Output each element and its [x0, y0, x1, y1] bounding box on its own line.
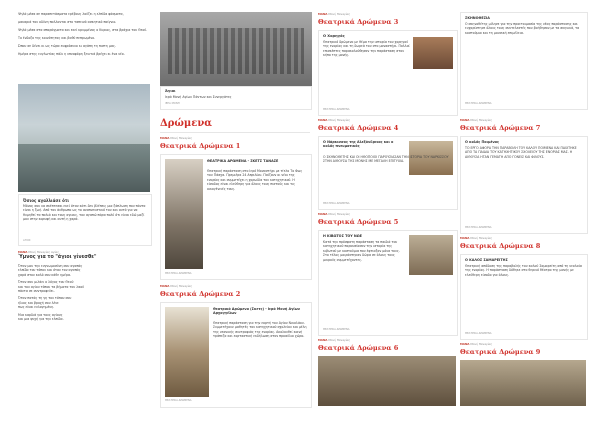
author-link[interactable]: ΜΑΝΑ [318, 212, 328, 216]
article-title[interactable]: Θεατρικά Δρώμενα 3 [318, 18, 399, 26]
article-footer: ΘΕΑΤΡΙΚΑ ΔΡΩΜΕΝΑ [165, 399, 192, 402]
article-title[interactable]: Θεατρικά Δρώμενα 5 [318, 218, 399, 226]
article-meta [318, 118, 350, 122]
poem-line: Όταν μου την ευγνωμοσύνη σου αγαπάς [18, 264, 83, 268]
intro-paragraph: μακαριά του οδύνη παλλονται στο ταπεινό ασκητικό παίγνιο. [18, 20, 117, 24]
meta-source: Μονή Παναγίας [328, 12, 351, 16]
meta-source: Μονή Παναγίας [470, 342, 493, 346]
article-text: Θεατρική παράσταση στο Ιερό Μοναστήρι με τίτλο Το Φως του Πάσχα. Πρεμιέρα 24 Απριλίου. Παίζουν οι νέοι της ενορίας και συμμετέχει η χορωδία του κατηχητικού. Η είσοδος είναι ελεύθερη για όλους τους πιστούς και τις οικογένειές τους. [207, 169, 303, 191]
article-text: Ο ΣΚΗΝΟΘΕΤΗΣ ΚΑΙ ΟΙ ΗΘΟΠΟΙΟΙ ΠΑΡΟΥΣΙΑΣΑΝ ΤΗΝ ΙΣΤΟΡΙΑ ΤΟΥ ΝΑΡΚΙΣΣΟΥ ΣΤΗΝ ΑΙΘΟΥΣΑ ΤΗΣ ΜΟΝΗΣ ΜΕ ΜΕΓΑΛΗ ΕΠΙΤΥΧΙΑ. [323, 155, 449, 164]
quote-footer: ΑΓΙΟΣ [23, 239, 31, 242]
article-title[interactable]: Θεατρικά Δρώμενα 2 [160, 290, 241, 298]
article-card [460, 12, 588, 110]
article-title[interactable]: Ύμνος για το "άγιοι γίνεσθε" [18, 255, 97, 260]
article-footer: ΘΕΑΤΡΙΚΑ ΔΡΩΜΕΝΑ [465, 332, 492, 335]
article-image [318, 356, 456, 406]
article-card [160, 302, 312, 408]
crowd-shape [168, 28, 304, 74]
poem-line: Μια καρδιά για τους αγίους [18, 312, 63, 317]
meta-source: Μονή Παναγίας [328, 338, 351, 342]
article-title[interactable]: Θεατρικά Δρώμενα 4 [318, 124, 399, 132]
author-link[interactable]: ΜΑΝΑ [160, 284, 170, 288]
article-footer: ΘΕΑΤΡΙΚΑ ΔΡΩΜΕΝΑ [323, 202, 350, 205]
intro-paragraph: Ψηλά μέσα στα σπαράγματα και εκεί κρυμμένος ο Κυριος, στα βράχια του Θεού. [18, 28, 148, 32]
article-title[interactable]: Θεατρικά Δρώμενα 6 [318, 344, 399, 352]
meta-source: Μονή Παναγίας [170, 284, 193, 288]
intro-paragraph: Ψηλά μέσα σε παραπετάσματα ερέβους λούζει η ελπίδα φάσματα, [18, 12, 124, 16]
meta-source: Μονή Παναγίας [328, 212, 351, 216]
article-card [318, 30, 458, 116]
intro-paragraph: Ημέρα στης ευγλωτίας πάλι η υπνοφόρη ξενιτιά βρέχει κι ένα νέο. [18, 52, 125, 56]
poem-line: και μια ψυχή για την ελπίδα. [18, 317, 64, 322]
article-text: Κατά την πρόσφατη παράσταση τα παιδιά του κατηχητικού παρουσίασαν την ιστορία της κιβωτού με κοστούμια που έφτιαξαν μόνα τους. Στο τέλος μοιράστηκαν δώρα σε όλους τους μικρούς συμμετέχοντες. [323, 240, 400, 262]
article-meta [460, 342, 492, 346]
article-text: Θεατρική απόδοση της παραβολής του καλού Σαμαρείτη από τη νεολαία της ενορίας. Η παράσταση δόθηκε στο θερινό θέατρο της μονής με ελεύθερη είσοδο για όλους. [465, 264, 582, 277]
author-link[interactable]: ΜΑΝΑ [460, 118, 470, 122]
article-card [318, 230, 458, 336]
quote-card [18, 194, 152, 246]
banner-subtitle: Ιερά Μονή Αγίων Πάντων και Συνεργάτες [165, 95, 232, 99]
article-subtitle: Η ΚΙΒΩΤΟΣ ΤΟΥ ΝΩΕ [323, 234, 362, 238]
article-title[interactable]: Θεατρικά Δρώμενα 7 [460, 124, 541, 132]
banner-meta: ΙΕΡΑ ΜΟΝΗ [165, 102, 180, 105]
author-link[interactable]: ΜΑΝΑ [460, 342, 470, 346]
shore-shape [18, 144, 150, 192]
article-title[interactable]: Θεατρικά Δρώμενα 9 [460, 348, 541, 356]
article-text: Θεατρική παράσταση για την εορτή του Αγίου Νικολάου. Συμμετέχουν μαθητές του κατηχητικού σχολείου και μέλη της νεανικής συντροφιάς της ενορίας. Ακολουθεί κοινή τράπεζα και εορταστική εκδήλωση στον προαύλιο χώρο. [213, 321, 307, 339]
article-image [165, 159, 203, 269]
poem-line: και του αγίου τόπου τα βήματα του λαού [18, 284, 85, 289]
poem-line: Όταν πατάς τη γη του τόπου σου [18, 296, 72, 301]
article-text: Θεατρικό δρώμενο με θέμα την ιστορία του χορηγού της ενορίας και τη δωρεά του στο μοναστήρι. Πολλοί επισκέπτες παρακολούθησαν την παράσταση στον κήπο της μονής. [323, 40, 410, 58]
article-card [160, 154, 312, 280]
article-subtitle: Ο ΚΑΛΟΣ ΣΑΜΑΡΕΙΤΗΣ [465, 258, 508, 262]
section-divider [160, 132, 310, 133]
article-image [409, 235, 453, 275]
article-footer: ΘΕΑΤΡΙΚΑ ΔΡΩΜΕΝΑ [465, 102, 492, 105]
article-footer: ΘΕΑΤΡΙΚΑ ΔΡΩΜΕΝΑ [323, 328, 350, 331]
author-link[interactable]: ΜΑΝΑ [318, 12, 328, 16]
sea-image [18, 84, 150, 192]
author-link[interactable]: ΜΑΝΑ [318, 118, 328, 122]
banner-title: Άγιοι [165, 89, 176, 93]
meta-source: Μονή Παναγίας Αγίας [28, 250, 60, 254]
article-text: ΤΟ ΕΡΓΟ ΑΦΟΡΑ ΤΗΝ ΠΑΡΑΒΟΛΗ ΤΟΥ ΚΑΛΟΥ ΠΟΙΜΕΝΑ ΚΑΙ ΠΑΙΧΤΗΚΕ ΑΠΟ ΤΑ ΠΑΙΔΙΑ ΤΟΥ ΚΑΤΗΧΗΤΙΚΟΥ ΣΧΟΛΕΙΟΥ ΤΗΣ ΕΝΟΡΙΑΣ ΜΑΣ. Η ΑΙΘΟΥΣΑ ΗΤΑΝ ΓΕΜΑΤΗ ΑΠΟ ΓΟΝΕΙΣ ΚΑΙ ΦΙΛΟΥΣ. [465, 146, 577, 159]
article-footer: ΘΕΑΤΡΙΚΑ ΔΡΩΜΕΝΑ [165, 272, 192, 275]
article-meta [318, 338, 350, 342]
article-meta [460, 236, 492, 240]
article-card [318, 136, 458, 210]
article-subtitle: Θεατρικά Δρώμενα (Σκετς) - Ιερά Μονή Αγίων Αρχαγγέλων [213, 307, 300, 315]
meta-source: Μονή Παναγίας [470, 118, 493, 122]
article-image [460, 360, 586, 406]
section-heading: Δρώμενα [160, 118, 212, 129]
article-subtitle: ΘΕΑΤΡΙΚΑ ΔΡΩΜΕΝΑ - ΣΚΕΤΣ ΤΑΝΑΣΕ [207, 159, 279, 163]
quote-text: Μόνος σου να σκέπτεσαι εκεί όταν κάτι δεν βλέπεις μια ξάπλωση που πάντα είναι η ζωή. Από τον άνθρωπο ως το αναπνευστικό του και αυτό για να θυμηθεί τα παλιά και τους αγιους, τον αγαπώ πάρα πολύ ότι είναι εδώ μαζί μου στην κορυφή και αυτή η χαρά. [23, 204, 146, 222]
article-subtitle: ΣΚΗΝΟΘΕΣΙΑ [465, 16, 490, 20]
article-footer: ΘΕΑΤΡΙΚΑ ΔΡΩΜΕΝΑ [465, 226, 492, 229]
hymn-article [18, 250, 158, 321]
poem-line: πάντα σε συντροφεύει. [18, 289, 55, 294]
article-image [165, 307, 209, 397]
article-title[interactable]: Θεατρικά Δρώμενα 1 [160, 142, 241, 150]
article-image [413, 37, 453, 69]
article-title[interactable]: Θεατρικά Δρώμενα 8 [460, 242, 541, 250]
article-card [460, 136, 588, 234]
meta-source: Μονή Παναγίας [328, 118, 351, 122]
intro-paragraph: Το ένδοξο της κοινότητας και βαθύ πεπρωμένο. [18, 36, 96, 40]
author-link[interactable]: ΜΑΝΑ [318, 338, 328, 342]
intro-paragraph: Ώπου σε δένει κι ως τώρα ευφρόσυνο κι αγάπη τη πιστη μας. [18, 44, 116, 48]
author-link[interactable]: ΜΑΝΑ [460, 236, 470, 240]
article-meta [18, 250, 158, 254]
author-link[interactable]: ΜΑΝΑ [160, 136, 170, 140]
quote-title: Όσιος αγαλλιάσε ότι [23, 198, 69, 203]
intro-column [18, 12, 160, 60]
article-subtitle: Ο καλός Ποιμένας [465, 140, 499, 144]
article-subtitle: Ο Χορηγός [323, 34, 345, 38]
article-meta [460, 118, 492, 122]
author-link[interactable]: ΜΑΝΑ [18, 250, 28, 254]
meta-source: Μονή Παναγίας [170, 136, 193, 140]
poem-line: ήλιος και βροχή σου λένε [18, 300, 59, 305]
poem-line: ελπίδα του τόπου και όταν τον αγαπάς [18, 268, 81, 273]
article-subtitle: Ο Νάρκισσος της Αλεξάνδρειας και ο καλός πνευματικός [323, 140, 394, 148]
article-text: Ο σκηνοθέτης μίλησε για την προετοιμασία της νέας παράστασης και ευχαρίστησε όλους τους συντελεστές που βοήθησαν με τα σκηνικά, τα κοστούμια και τη μουσική επιμέλεια. [465, 22, 580, 35]
poem-line: Όταν σου μιλάει ο λόγος του Θεού [18, 280, 74, 285]
article-card [460, 254, 588, 340]
banner-image [160, 12, 312, 86]
meta-source: Μονή Παναγίας [470, 236, 493, 240]
article-meta [318, 212, 350, 216]
article-meta [160, 284, 192, 288]
article-meta [318, 12, 350, 16]
banner-caption-card [160, 86, 312, 110]
poem-line: χαρά στον καλό σου κάθε ημέρα. [18, 272, 71, 277]
article-footer: ΘΕΑΤΡΙΚΑ ΔΡΩΜΕΝΑ [323, 108, 350, 111]
poem-line: πως είναι ευλογημένη. [18, 305, 55, 310]
article-meta [160, 136, 192, 140]
